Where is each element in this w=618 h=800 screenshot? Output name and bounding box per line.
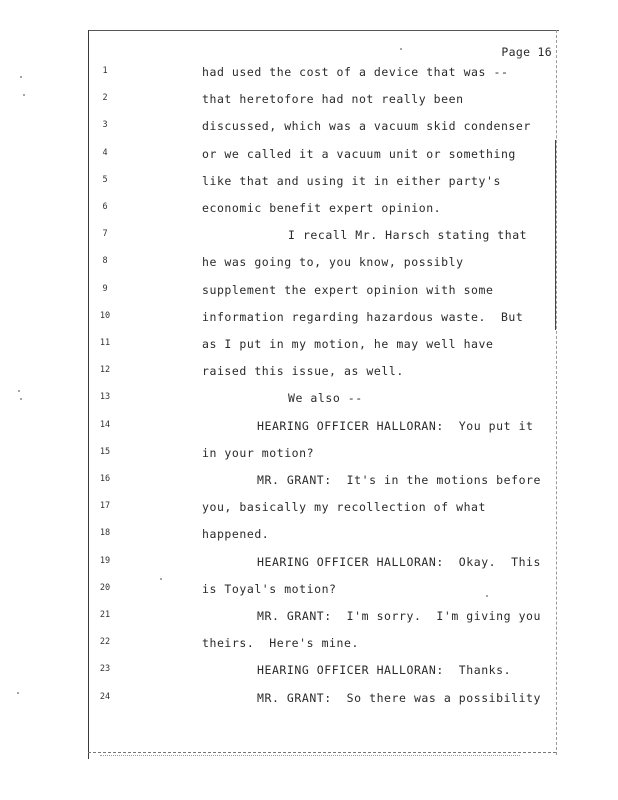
scan-speck	[486, 595, 488, 597]
transcript-line	[0, 688, 618, 708]
line-number: 4	[102, 147, 108, 158]
line-number: 15	[99, 446, 111, 457]
line-number: 10	[99, 310, 111, 321]
line-number: 8	[102, 256, 108, 267]
line-text: I recall Mr. Harsch stating that	[288, 228, 528, 243]
line-text: discussed, which was a vacuum skid condenser	[202, 119, 531, 134]
line-text: MR. GRANT: It's in the motions before	[257, 473, 541, 487]
scan-speck	[18, 390, 20, 392]
transcript-line	[0, 416, 618, 436]
footer-rule-dotted	[100, 755, 520, 756]
transcript-line	[0, 524, 618, 544]
transcript-line	[0, 606, 618, 626]
transcript-line	[0, 633, 618, 653]
transcript-line	[0, 470, 618, 490]
footer-rule	[88, 752, 556, 753]
line-number: 3	[102, 120, 108, 131]
transcript-line	[0, 62, 618, 82]
line-text: theirs. Here's mine.	[202, 636, 359, 651]
line-number: 12	[99, 365, 111, 376]
line-text: happened.	[202, 527, 270, 542]
transcript-line	[0, 388, 618, 408]
transcript-line	[0, 280, 618, 300]
line-number: 16	[99, 474, 111, 484]
transcript-line	[0, 334, 618, 354]
line-text: raised this issue, as well.	[202, 364, 404, 379]
transcript-line	[0, 252, 618, 272]
line-text: like that and using it in either party's	[202, 173, 501, 188]
line-number: 14	[99, 419, 111, 430]
line-number: 21	[99, 610, 111, 620]
line-number: 24	[99, 691, 111, 702]
line-text: economic benefit expert opinion.	[202, 201, 442, 215]
line-number: 20	[99, 582, 111, 593]
transcript-line	[0, 198, 618, 218]
line-text: information regarding hazardous waste. But	[202, 309, 524, 324]
transcript-line	[0, 660, 618, 680]
line-text: or we called it a vacuum unit or something	[202, 146, 516, 161]
line-number: 22	[99, 637, 111, 648]
line-number: 17	[99, 501, 111, 512]
scan-speck	[17, 692, 19, 694]
line-number: 11	[99, 338, 111, 348]
line-text: you, basically my recollection of what	[202, 500, 486, 515]
line-number: 2	[102, 93, 108, 104]
transcript-line	[0, 307, 618, 327]
line-number: 13	[99, 392, 111, 403]
line-text: in your motion?	[202, 445, 315, 460]
scan-speck	[160, 578, 162, 580]
transcript-line	[0, 171, 618, 191]
line-number: 9	[102, 283, 108, 294]
line-number: 23	[99, 664, 111, 675]
transcript-line	[0, 225, 618, 245]
line-number: 5	[102, 174, 108, 185]
line-number: 7	[102, 229, 108, 240]
line-text: that heretofore had not really been	[202, 92, 464, 107]
transcript-line	[0, 144, 618, 164]
line-text: he was going to, you know, possibly	[202, 255, 464, 270]
transcript-line	[0, 443, 618, 463]
line-number: 18	[99, 528, 111, 539]
line-text: HEARING OFFICER HALLORAN: You put it	[257, 418, 534, 433]
line-text: is Toyal's motion?	[202, 581, 337, 596]
scan-speck	[23, 94, 25, 96]
scan-speck	[20, 76, 22, 78]
transcript-line	[0, 361, 618, 381]
page-number: Page 16	[501, 45, 552, 59]
line-text: supplement the expert opinion with some	[202, 282, 494, 297]
transcript-line	[0, 552, 618, 572]
line-number: 6	[102, 202, 108, 212]
line-number: 19	[99, 555, 111, 566]
scan-speck	[20, 398, 22, 400]
line-text: HEARING OFFICER HALLORAN: Okay. This	[257, 554, 541, 569]
transcript-line	[0, 89, 618, 109]
transcript-line	[0, 497, 618, 517]
line-text: had used the cost of a device that was --	[202, 65, 509, 79]
transcript-line	[0, 579, 618, 599]
line-text: HEARING OFFICER HALLORAN: Thanks.	[257, 663, 512, 678]
transcript-line	[0, 116, 618, 136]
line-text: MR. GRANT: So there was a possibility	[257, 690, 541, 705]
line-text: MR. GRANT: I'm sorry. I'm giving you	[257, 609, 541, 623]
line-text: We also --	[288, 391, 363, 406]
line-number: 1	[102, 66, 108, 76]
scan-speck	[400, 48, 402, 50]
line-text: as I put in my motion, he may well have	[202, 337, 494, 351]
